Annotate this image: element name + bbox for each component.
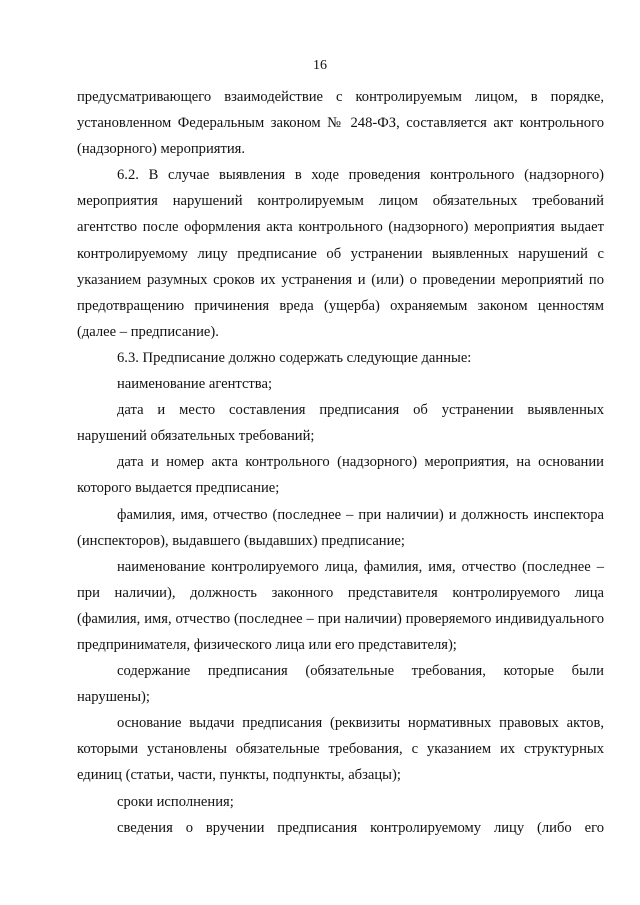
list-item-agency-name: наименование агентства;: [117, 376, 273, 393]
list-item-inspector: фамилия, имя, отчество (последнее – при наличии) и должность инспектора (инспекторов), выдавшего (выдавших) предписание;: [77, 506, 604, 549]
page-number: 16: [313, 58, 327, 73]
paragraph-6-3: 6.3. Предписание должно содержать следующие данные:: [117, 349, 472, 366]
list-item-basis: основание выдачи предписания (реквизиты нормативных правовых актов, которыми установлены обязательные требования, с указанием их структурных единиц (статьи, части, пункты, подпункты, абзацы);: [77, 715, 604, 784]
list-item-controlled-person: наименование контролируемого лица, фамилия, имя, отчество (последнее – при наличии), должность законного представителя контролируемого лица (фамилия, имя, отчество (последнее – при наличии) проверяемого индивидуального предпринимателя, физического лица или его представителя);: [77, 558, 604, 653]
paragraph-6-2: 6.2. В случае выявления в ходе проведения контрольного (надзорного) мероприятия нарушений контролируемым лицом обязательных требований агентство после оформления акта контрольного (надзорного) мероприятия выдает контролируемому лицу предписание об устранении выявленных нарушений с указанием разумных сроков их устранения и (или) о проведении мероприятий по предотвращению причинения вреда (ущерба) охраняемым законом ценностям (далее – предписание).: [77, 167, 604, 340]
document-body: [77, 84, 604, 841]
list-item-content: содержание предписания (обязательные требования, которые были нарушены);: [77, 663, 604, 706]
list-item-date-place: дата и место составления предписания об устранении выявленных нарушений обязательных требований;: [77, 402, 604, 445]
list-item-deadlines: сроки исполнения;: [117, 793, 234, 810]
paragraph-continuation: предусматривающего взаимодействие с контролируемым лицом, в порядке, установленном Федеральным законом № 248-ФЗ, составляется акт контрольного (надзорного) мероприятия.: [77, 89, 604, 158]
list-item-delivery-info: сведения о вручении предписания контролируемому лицу (либо его: [117, 819, 604, 836]
list-item-act-date-number: дата и номер акта контрольного (надзорного) мероприятия, на основании которого выдается предписание;: [77, 454, 604, 497]
